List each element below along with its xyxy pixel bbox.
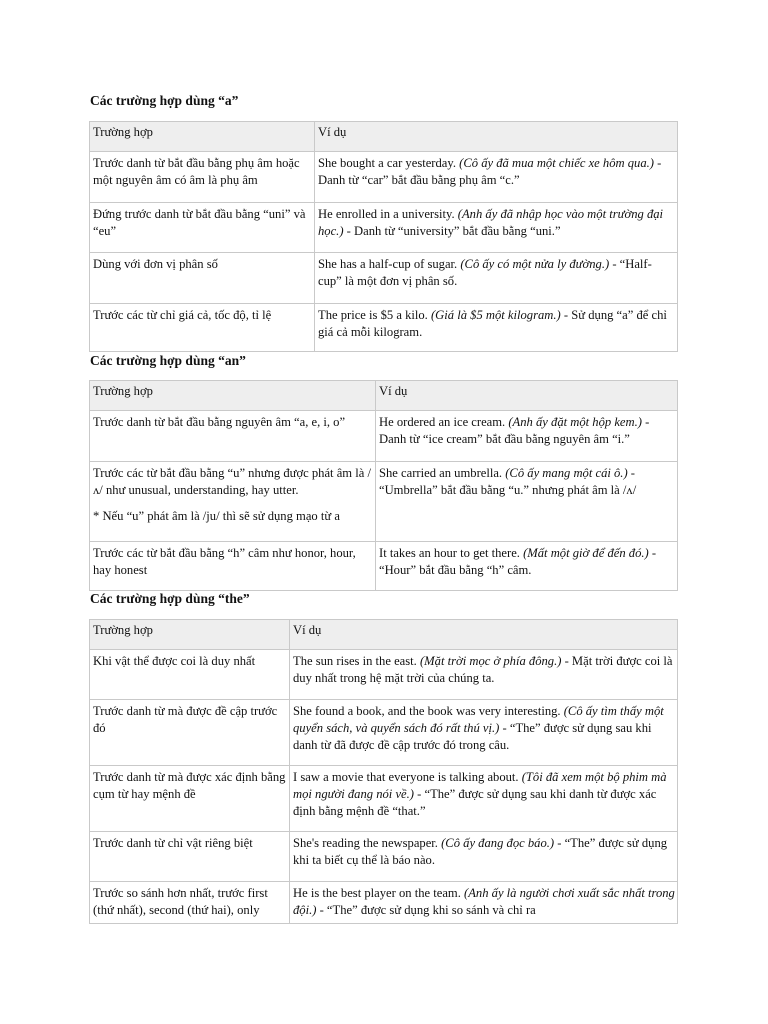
- example-vi: (Tôi đã xem một bộ phim mà mọi người đang nói về.): [293, 770, 667, 801]
- example-vi: (Cô ấy mang một cái ô.): [505, 466, 628, 480]
- example-vi: (Anh ấy đã nhập học vào một trường đại học.): [318, 207, 664, 238]
- header-case: Trường hợp: [90, 381, 376, 411]
- case-cell: Trước danh từ mà được xác định bằng cụm từ hay mệnh đề: [90, 766, 290, 832]
- example-en: He is the best player on the team.: [293, 886, 465, 900]
- case-cell: Trước so sánh hơn nhất, trước first (thứ nhất), second (thứ hai), only: [90, 882, 290, 924]
- example-vi: (Mặt trời mọc ở phía đông.): [419, 654, 562, 668]
- example-cell: [376, 462, 678, 542]
- header-case: Trường hợp: [90, 122, 315, 152]
- example-vi: (Anh ấy đặt một hộp kem.): [508, 415, 642, 429]
- example-explain: - Danh từ “ice cream” bắt đầu bằng nguyên âm “i.”: [379, 415, 650, 446]
- example-cell: [376, 542, 678, 591]
- case-cell: Dùng với đơn vị phân số: [90, 253, 315, 304]
- section-title-the: Các trường hợp dùng “the”: [90, 591, 250, 606]
- example-cell: [315, 203, 678, 253]
- example-cell: [290, 700, 678, 766]
- table-row: [90, 700, 678, 766]
- header-example: Ví dụ: [290, 620, 678, 650]
- case-cell: Trước danh từ bắt đầu bằng nguyên âm “a, e, i, o”: [90, 411, 376, 462]
- example-explain: - Mặt trời được coi là duy nhất trong hệ mặt trời của chúng ta.: [293, 654, 673, 685]
- table-row: [90, 253, 678, 304]
- example-vi: (Cô ấy có một nửa ly đường.): [460, 257, 610, 271]
- table-row: [90, 832, 678, 882]
- example-en: She found a book, and the book was very interesting.: [293, 704, 564, 718]
- case-cell: Trước danh từ bắt đầu bằng phụ âm hoặc một nguyên âm có âm là phụ âm: [90, 152, 315, 203]
- example-en: She has a half-cup of sugar.: [318, 257, 461, 271]
- table-header-row: [90, 122, 678, 152]
- example-en: She's reading the newspaper.: [293, 836, 442, 850]
- example-vi: (Cô ấy đã mua một chiếc xe hôm qua.): [459, 156, 654, 170]
- example-en: She bought a car yesterday.: [318, 156, 460, 170]
- table-row: [90, 882, 678, 924]
- case-cell: Đứng trước danh từ bắt đầu bằng “uni” và “eu”: [90, 203, 315, 253]
- example-vi: (Cô ấy đang đọc báo.): [441, 836, 555, 850]
- example-explain: - “Half-cup” là một đơn vị phân số.: [318, 257, 652, 288]
- header-example: Ví dụ: [315, 122, 678, 152]
- case-note: * Nếu “u” phát âm là /ju/ thì sẽ sử dụng mạo từ a: [93, 509, 340, 523]
- example-cell: [315, 304, 678, 352]
- example-explain: - “The” được sử dụng sau khi danh từ được xác định bằng mệnh đề “that.”: [293, 787, 657, 818]
- case-text: Trước các từ bắt đầu bằng “u” nhưng được phát âm là /ʌ/ như unusual, understanding, hay utter.: [93, 466, 371, 497]
- example-vi: (Anh ấy là người chơi xuất sắc nhất trong đội.): [293, 886, 675, 917]
- example-en: The price is $5 a kilo.: [318, 308, 431, 322]
- table-row: [90, 411, 678, 462]
- table-an: [89, 380, 678, 591]
- section-title-a: Các trường hợp dùng “a”: [90, 93, 239, 108]
- case-cell: Trước danh từ mà được đề cập trước đó: [90, 700, 290, 766]
- table-the: [89, 619, 678, 924]
- example-cell: [290, 650, 678, 700]
- case-cell: Trước các từ bắt đầu bằng “h” câm như honor, hour, hay honest: [90, 542, 376, 591]
- example-en: The sun rises in the east.: [293, 654, 420, 668]
- case-cell: Trước danh từ chỉ vật riêng biệt: [90, 832, 290, 882]
- section-title-an: Các trường hợp dùng “an”: [90, 353, 246, 368]
- case-cell: Trước các từ chỉ giá cả, tốc độ, tỉ lệ: [90, 304, 315, 352]
- example-cell: [290, 882, 678, 924]
- table-row: [90, 152, 678, 203]
- example-cell: [315, 253, 678, 304]
- example-en: He ordered an ice cream.: [379, 415, 509, 429]
- table-row: [90, 462, 678, 542]
- example-explain: - “The” được sử dụng khi ta biết cụ thể là báo nào.: [293, 836, 668, 867]
- example-cell: [290, 832, 678, 882]
- example-vi: (Cô ấy tìm thấy một quyển sách, và quyển sách đó rất thú vị.): [293, 704, 664, 735]
- table-header-row: [90, 381, 678, 411]
- example-en: She carried an umbrella.: [379, 466, 506, 480]
- example-explain: - “Hour” bắt đầu bằng “h” câm.: [379, 546, 657, 577]
- case-cell: [90, 462, 376, 542]
- example-vi: (Mất một giờ để đến đó.): [523, 546, 649, 560]
- header-case: Trường hợp: [90, 620, 290, 650]
- example-en: He enrolled in a university.: [318, 207, 458, 221]
- table-row: [90, 203, 678, 253]
- example-explain: - Danh từ “car” bắt đầu bằng phụ âm “c.”: [318, 156, 662, 187]
- table-row: [90, 304, 678, 352]
- example-vi: (Giá là $5 một kilogram.): [430, 308, 561, 322]
- case-cell: Khi vật thể được coi là duy nhất: [90, 650, 290, 700]
- table-row: [90, 542, 678, 591]
- table-row: [90, 766, 678, 832]
- example-explain: - Danh từ “university” bắt đầu bằng “uni.”: [343, 224, 561, 238]
- example-cell: [315, 152, 678, 203]
- example-explain: - “Umbrella” bắt đầu bằng “u.” nhưng phát âm là /ʌ/: [379, 466, 637, 497]
- example-cell: [376, 411, 678, 462]
- table-row: [90, 650, 678, 700]
- example-cell: [290, 766, 678, 832]
- table-header-row: [90, 620, 678, 650]
- example-explain: - “The” được sử dụng sau khi danh từ đã được đề cập trước đó trong câu.: [293, 721, 652, 752]
- example-en: I saw a movie that everyone is talking about.: [293, 770, 522, 784]
- example-en: It takes an hour to get there.: [379, 546, 524, 560]
- table-a: [89, 121, 678, 352]
- header-example: Ví dụ: [376, 381, 678, 411]
- example-explain: - “The” được sử dụng khi so sánh và chỉ ra: [316, 903, 536, 917]
- example-explain: - Sử dụng “a” để chỉ giá cả mỗi kilogram.: [318, 308, 667, 339]
